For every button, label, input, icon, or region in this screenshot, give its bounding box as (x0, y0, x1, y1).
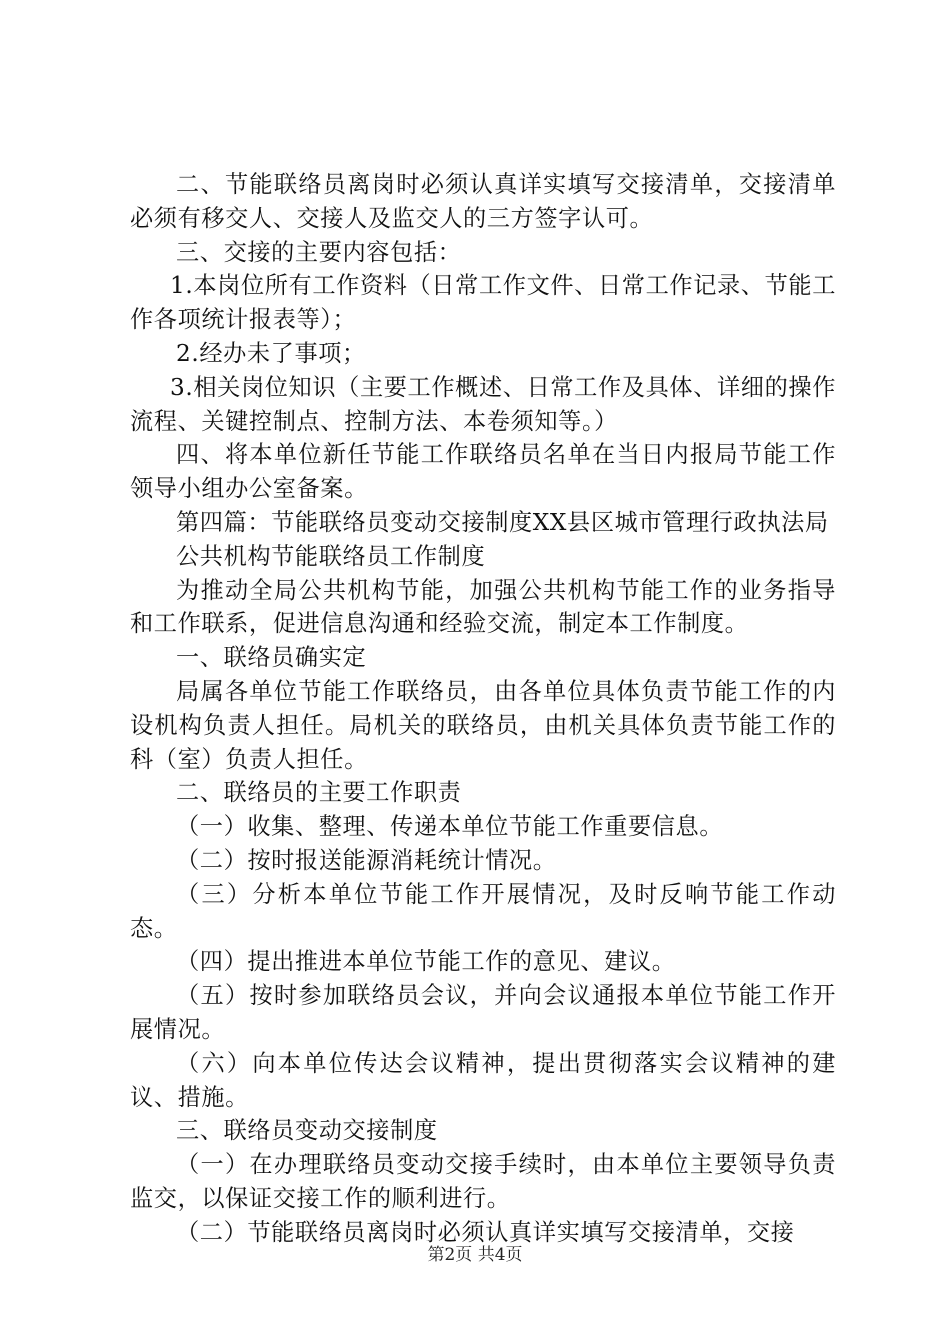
paragraph: 3.相关岗位知识（主要工作概述、日常工作及具体、详细的操作流程、关键控制点、控制方法、本卷须知等。） (130, 373, 836, 435)
paragraph: 二、联络员的主要工作职责 (176, 779, 462, 807)
paragraph: 四、将本单位新任节能工作联络员名单在当日内报局节能工作领导小组办公室备案。 (130, 441, 836, 503)
paragraph: 三、联络员变动交接制度 (176, 1117, 438, 1145)
paragraph: （五）按时参加联络员会议，并向会议通报本单位节能工作开展情况。 (130, 982, 836, 1043)
paragraph: （六）向本单位传达会议精神，提出贯彻落实会议精神的建议、措施。 (130, 1049, 836, 1111)
paragraph: 为推动全局公共机构节能，加强公共机构节能工作的业务指导和工作联系，促进信息沟通和经验交流，制定本工作制度。 (130, 576, 836, 638)
section-heading: 第四篇：节能联络员变动交接制度XX县区城市管理行政执法局 (176, 508, 829, 536)
document-body (130, 168, 836, 1250)
section-subheading: 公共机构节能联络员工作制度 (176, 542, 486, 570)
paragraph: （一）在办理联络员变动交接手续时，由本单位主要领导负责监交，以保证交接工作的顺利进行。 (130, 1151, 836, 1212)
paragraph: 三、交接的主要内容包括： (176, 238, 462, 266)
paragraph: （一）收集、整理、传递本单位节能工作重要信息。 (176, 813, 724, 841)
paragraph: 2.经办未了事项； (176, 339, 366, 367)
paragraph: 1.本岗位所有工作资料（日常工作文件、日常工作记录、节能工作各项统计报表等）； (130, 272, 836, 334)
paragraph: 局属各单位节能工作联络员，由各单位具体负责节能工作的内设机构负责人担任。局机关的联络员，由机关具体负责节能工作的科（室）负责人担任。 (130, 677, 836, 773)
paragraph: （二）按时报送能源消耗统计情况。 (176, 846, 557, 874)
page-number-footer: 第2页 共4页 (427, 1245, 523, 1265)
paragraph: 一、联络员确实定 (176, 644, 367, 672)
paragraph: （四）提出推进本单位节能工作的意见、建议。 (176, 948, 676, 976)
paragraph: （三）分析本单位节能工作开展情况，及时反响节能工作动态。 (130, 880, 836, 942)
paragraph: （二）节能联络员离岗时必须认真详实填写交接清单，交接 (176, 1218, 795, 1246)
paragraph: 二、节能联络员离岗时必须认真详实填写交接清单，交接清单必须有移交人、交接人及监交人的三方签字认可。 (130, 171, 836, 232)
